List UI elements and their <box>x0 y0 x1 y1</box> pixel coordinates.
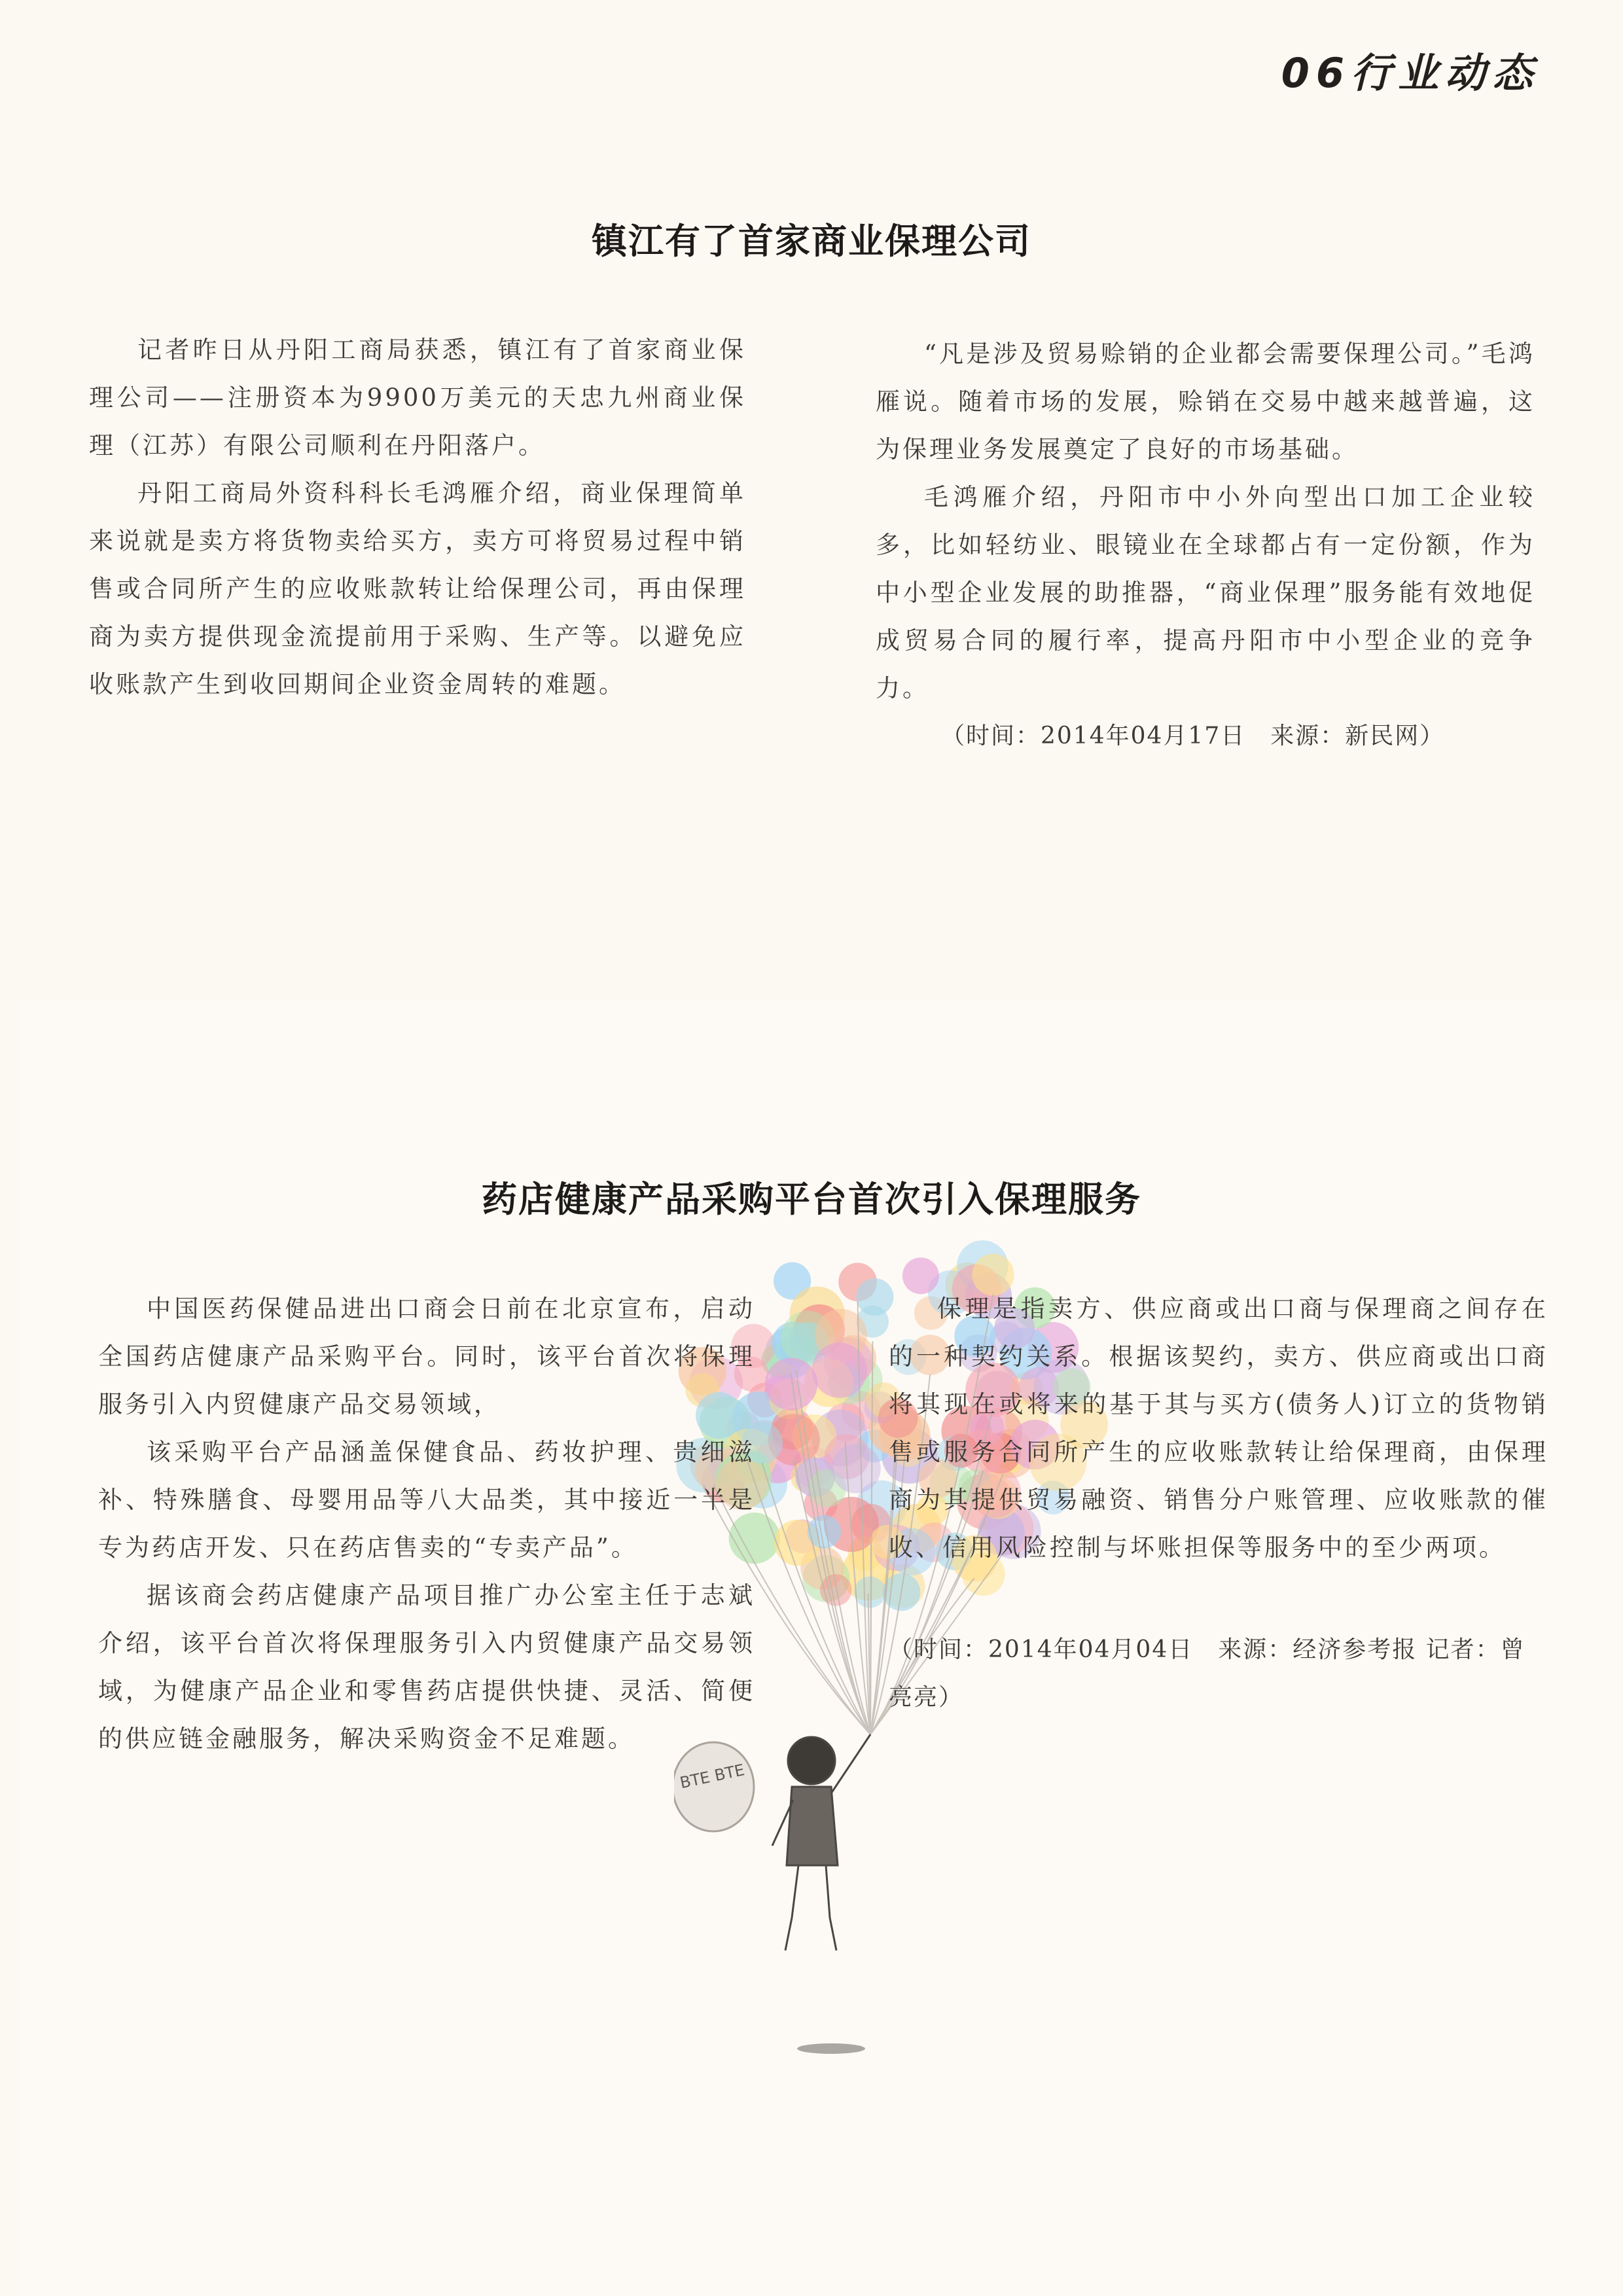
article2-left-paragraph: 据该商会药店健康产品项目推广办公室主任于志斌介绍，该平台首次将保理服务引入内贸健康产品交易领域，为健康产品企业和零售药店提供快捷、灵活、简便的供应链金融服务，解决采购资金不足难题。 <box>98 1581 755 1753</box>
article2-source: （时间：2014年04月04日 来源：经济参考报 记者：曾亮亮） <box>889 1636 1525 1711</box>
article1-source: （时间：2014年04月17日 来源：新民网） <box>941 723 1445 749</box>
article2-left-paragraph: 中国医药保健品进出口商会日前在北京宣布，启动全国药店健康产品采购平台。同时，该平台首次将保理服务引入内贸健康产品交易领域， <box>98 1295 755 1418</box>
article2-left-column <box>98 1285 755 1763</box>
section-label: 06行业动态 <box>1281 49 1539 97</box>
balloon <box>854 1577 885 1608</box>
article1-left-paragraph: 丹阳工商局外资科科长毛鸿雁介绍，商业保理简单来说就是卖方将货物卖给买方，卖方可将贸易过程中销售或合同所产生的应收账款转让给保理公司，再由保理商为卖方提供现金流提前用于采购、生产等。以避免应收账款产生到收回期间企业资金周转的难题。 <box>89 479 746 698</box>
speech-bubble-text: BTE BTE <box>678 1761 747 1793</box>
article2-left-paragraph: 该采购平台产品涵盖保健食品、药妆护理、贵细滋补、特殊膳食、母婴用品等八大品类，其中接近一半是专为药店开发、只在药店售卖的“专卖产品”。 <box>98 1438 755 1562</box>
article1-right-paragraph: 毛鸿雁介绍，丹阳市中小外向型出口加工企业较多，比如轻纺业、眼镜业在全球都占有一定份额，作为中小型企业发展的助推器，“商业保理”服务能有效地促成贸易合同的履行率，提高丹阳市中小型企业的竞争力。 <box>876 483 1535 702</box>
article1-right-column <box>876 330 1535 712</box>
article1-left-column <box>89 326 746 708</box>
ground-shadow <box>797 2043 865 2054</box>
article1-left-paragraph: 记者昨日从丹阳工商局获悉，镇江有了首家商业保理公司——注册资本为9900万美元的天忠九州商业保理（江苏）有限公司顺利在丹阳落户。 <box>89 336 746 459</box>
article2-right-paragraph: 保理是指卖方、供应商或出口商与保理商之间存在的一种契约关系。根据该契约，卖方、供应商或出口商将其现在或将来的基于其与买方(债务人)订立的货物销售或服务合同所产生的应收账款转让给保理商，由保理商为其提供贸易融资、销售分户账管理、应收账款的催收、信用风险控制与坏账担保等服务中的至少两项。 <box>889 1295 1548 1562</box>
balloon <box>765 1358 817 1410</box>
boy-figure <box>772 1734 870 1950</box>
article2-right-column <box>889 1285 1548 1571</box>
article1-title: 镇江有了首家商业保理公司 <box>592 221 1031 262</box>
balloon <box>831 1444 880 1493</box>
article1-right-paragraph: “凡是涉及贸易赊销的企业都会需要保理公司。”毛鸿雁说。随着市场的发展，赊销在交易中越来越普遍，这为保理业务发展奠定了良好的市场基础。 <box>876 340 1535 463</box>
article2-title: 药店健康产品采购平台首次引入保理服务 <box>482 1179 1141 1220</box>
